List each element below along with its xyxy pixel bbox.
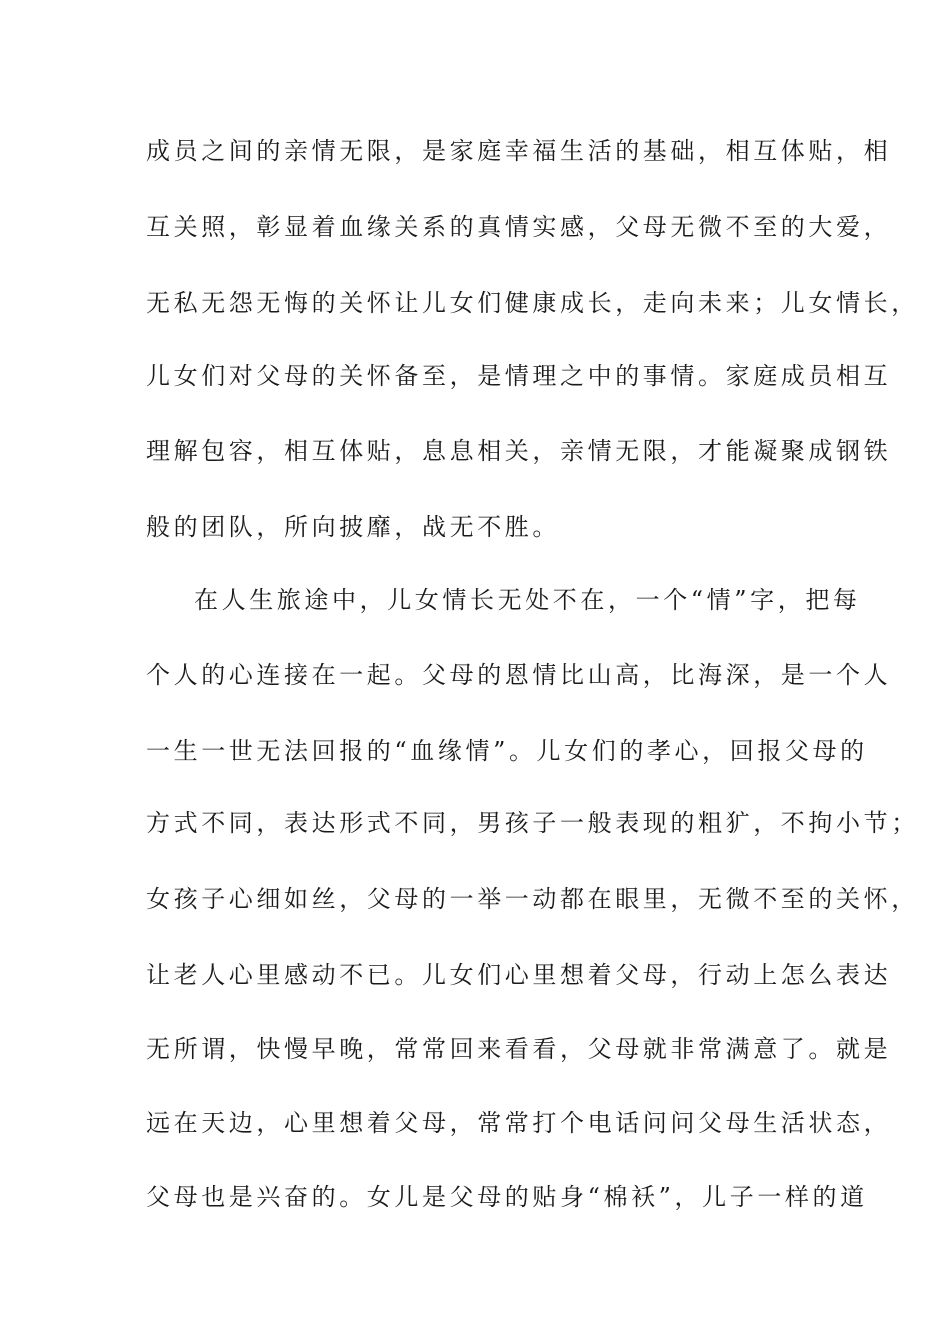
- text-line: 让老人心里感动不已。儿女们心里想着父母，行动上怎么表达: [146, 961, 892, 989]
- text-line: 成员之间的亲情无限，是家庭幸福生活的基础，相互体贴，相: [146, 137, 892, 165]
- text-line: 理解包容，相互体贴，息息相关，亲情无限，才能凝聚成钢铁: [146, 437, 892, 465]
- text-line: 儿女们对父母的关怀备至，是情理之中的事情。家庭成员相互: [146, 362, 892, 390]
- text-line: 无所谓，快慢早晚，常常回来看看，父母就非常满意了。就是: [146, 1035, 892, 1063]
- text-line: 无私无怨无悔的关怀让儿女们健康成长，走向未来；儿女情长，: [146, 289, 919, 317]
- text-line: 女孩子心细如丝，父母的一举一动都在眼里，无微不至的关怀，: [146, 885, 919, 913]
- text-line: 父母也是兴奋的。女儿是父母的贴身“棉袄”，儿子一样的道: [146, 1183, 868, 1211]
- text-line: 互关照，彰显着血缘关系的真情实感，父母无微不至的大爱，: [146, 213, 892, 241]
- text-line: 一生一世无法回报的“血缘情”。儿女们的孝心，回报父母的: [146, 737, 868, 765]
- text-line: 个人的心连接在一起。父母的恩情比山高，比海深，是一个人: [146, 661, 892, 689]
- text-line: 远在天边，心里想着父母，常常打个电话问问父母生活状态，: [146, 1109, 892, 1137]
- text-line: 般的团队，所向披靡，战无不胜。: [146, 513, 560, 541]
- text-line: 方式不同，表达形式不同，男孩子一般表现的粗犷，不拘小节；: [146, 809, 919, 837]
- paragraph-first-line: 在人生旅途中，儿女情长无处不在，一个“情”字，把每: [194, 586, 861, 614]
